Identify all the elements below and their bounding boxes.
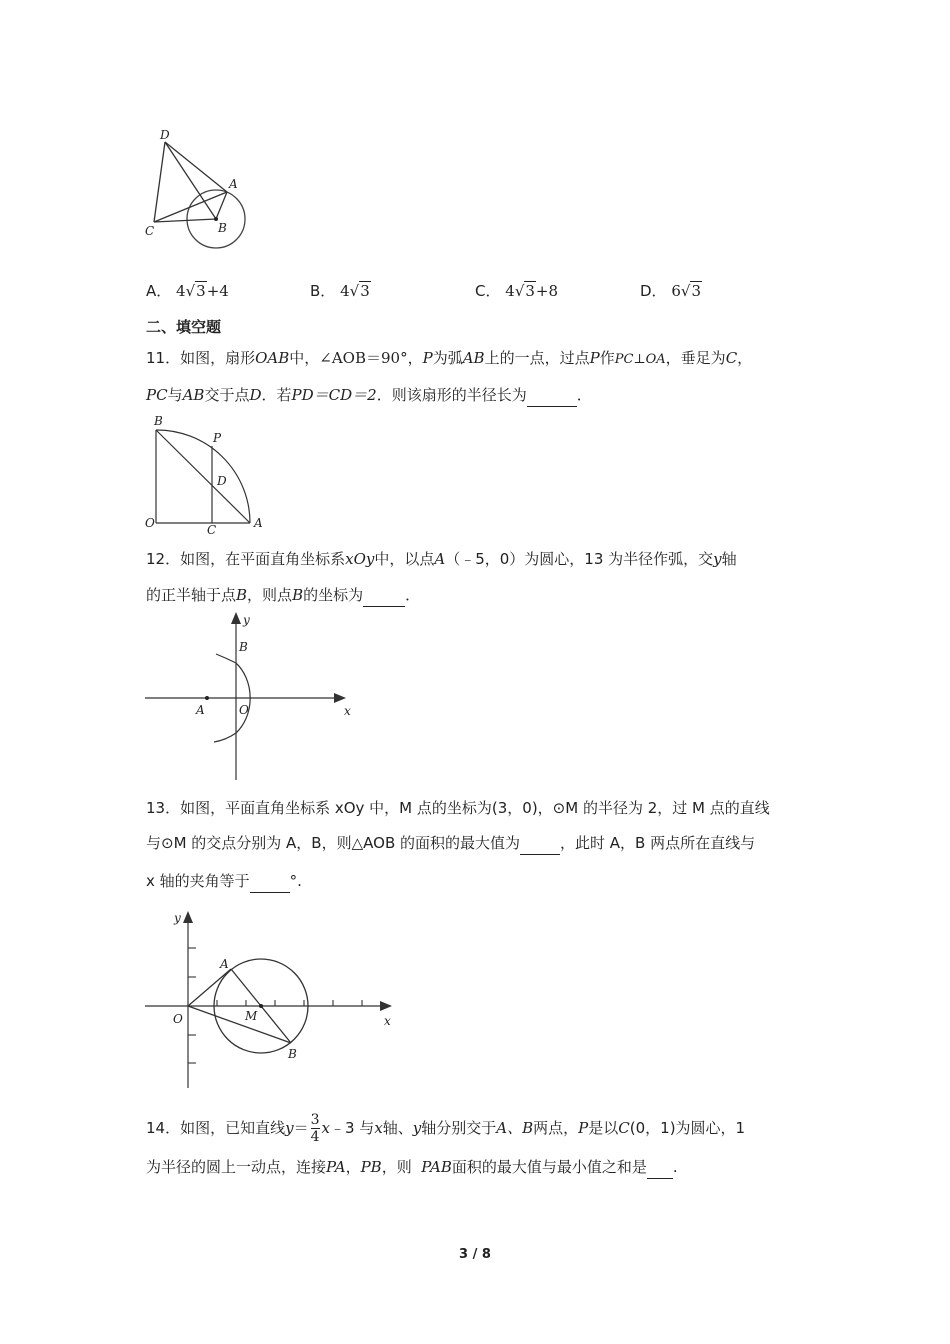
- q11-label-a: A: [254, 516, 263, 530]
- q12-label-x: x: [344, 704, 351, 718]
- q13-line-3: x 轴的夹角等于 °.: [146, 870, 302, 893]
- q11-line-2: PC与AB交于点D．若PD＝CD＝2．则该扇形的半径长为 ．: [146, 384, 592, 407]
- page-number: 3 / 8: [459, 1247, 491, 1262]
- q12-figure: [140, 608, 365, 783]
- q13-label-x: x: [384, 1014, 391, 1028]
- q10-figure: [140, 125, 260, 250]
- q12-label-o: O: [239, 703, 249, 717]
- q14-answer-blank[interactable]: [647, 1156, 673, 1179]
- q12-label-b: B: [239, 640, 248, 654]
- q11-label-b: B: [154, 414, 163, 428]
- q13-answer-blank-1[interactable]: [520, 832, 560, 855]
- q12-label-y: y: [243, 613, 250, 627]
- q10-option-a: A． 4√3+4: [146, 282, 229, 300]
- q13-line-1: 13．如图，平面直角坐标系 xOy 中，M 点的坐标为(3，0)，⊙M 的半径为 2，过 M 点的直线: [146, 799, 770, 817]
- q10-option-c: C． 4√3+8: [475, 282, 559, 300]
- q10-label-d: D: [160, 128, 170, 142]
- q14-line-2: 为半径的圆上一动点，连接PA，PB，则 PAB面积的最大值与最小值之和是 .: [146, 1156, 678, 1179]
- q13-answer-blank-2[interactable]: [250, 870, 290, 893]
- q12-answer-blank[interactable]: [363, 584, 405, 607]
- q10-option-b: B． 4√3: [310, 282, 370, 300]
- q13-label-a: A: [220, 957, 229, 971]
- q12-line-2: 的正半轴于点B，则点B的坐标为 ．: [146, 584, 420, 607]
- q13-label-y: y: [174, 911, 181, 925]
- q13-figure: [140, 905, 400, 1090]
- q12-line-1: 12．如图，在平面直角坐标系xOy中，以点A（﹣5，0）为圆心，13 为半径作弧，交y轴: [146, 550, 737, 568]
- q11-label-p: P: [213, 431, 222, 445]
- q11-label-o: O: [145, 516, 155, 530]
- q13-line-2: 与⊙M 的交点分别为 A，B，则△AOB 的面积的最大值为 ，此时 A，B 两点所在直线与: [146, 832, 755, 855]
- q14-fraction: $\frac{3}{4}$: [310, 1112, 320, 1145]
- q12-label-a: A: [196, 703, 205, 717]
- q10-option-d: D． 6√3: [640, 282, 701, 300]
- q11-label-d: D: [217, 474, 227, 488]
- section-title: 二、填空题: [146, 318, 222, 336]
- q11-answer-blank[interactable]: [527, 384, 577, 407]
- q11-line-1: 11．如图，扇形OAB中，∠AOB＝90°，P为弧AB上的一点，过点P作PC⊥OA，垂足为C，: [146, 349, 753, 367]
- q11-label-c: C: [207, 523, 217, 535]
- q10-label-a: A: [229, 177, 238, 191]
- q14-line-1: 14．如图，已知直线y＝ $\frac{3}{4}$ x﹣3 与x轴、y轴分别交于A、B两点，P是以C(0，1)为圆心，1: [146, 1112, 746, 1145]
- q13-label-m: M: [245, 1009, 258, 1023]
- q11-figure: [140, 413, 275, 535]
- q13-label-b: B: [288, 1047, 297, 1061]
- q13-label-o: O: [173, 1012, 183, 1026]
- q10-label-c: C: [145, 224, 155, 238]
- q10-label-b: B: [218, 221, 227, 235]
